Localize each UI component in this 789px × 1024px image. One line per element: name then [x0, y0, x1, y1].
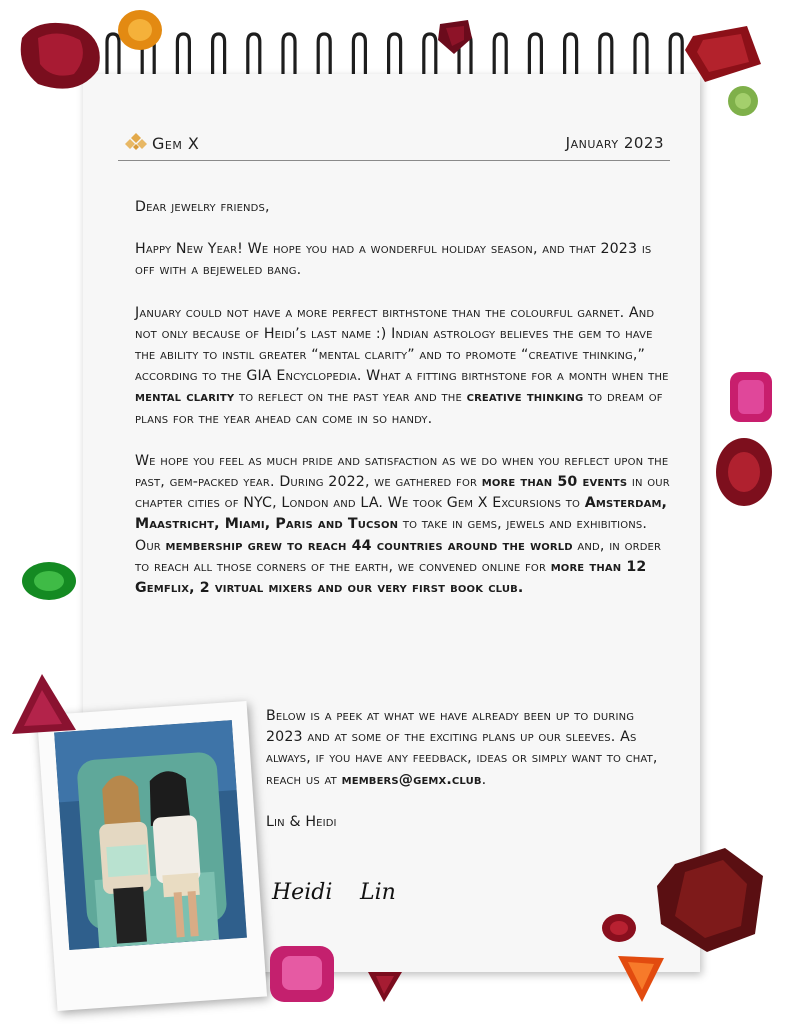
letter-body: [135, 197, 670, 620]
paragraph-birthstone: January could not have a more perfect birthstone than the colourful garnet. And not only because of Heidi’s last name :) Indian astrology believes the gem to have the ability to instil greater “mental clarity” and to promote “creative thinking,” according to the GIA Encyclopedia. What a fitting birthstone for a month when the mental clarity to reflect on the past year and the creative thinking to dream of plans for the year ahead can come in so handy.: [135, 304, 669, 427]
green-oval-gem-icon: [20, 560, 78, 602]
orange-round-gem-icon: [116, 8, 164, 52]
letter-date: January 2023: [565, 134, 664, 152]
garnet-trillion-small-gem-icon: [366, 968, 404, 1004]
diamond-cluster-icon: [124, 132, 148, 152]
letter-header: [118, 128, 670, 161]
signature-lin: Lin: [360, 880, 396, 905]
pink-cushion-gem-icon: [268, 944, 336, 1004]
dark-garnet-gem-icon: [436, 18, 474, 56]
pink-cushion-gem-icon: [728, 370, 774, 424]
signoff: Lin & Heidi: [266, 813, 337, 830]
rough-garnet-gem-icon: [655, 846, 767, 954]
red-emerald-cut-gem-icon: [683, 24, 763, 84]
signature-heidi: Heidi: [272, 880, 333, 905]
brand-name: Gem X: [152, 134, 200, 153]
letter-closing: [266, 706, 671, 854]
polaroid-photo: [37, 701, 267, 1011]
garnet-pear-gem-icon: [18, 18, 106, 94]
email-link[interactable]: members@gemx.club: [341, 771, 482, 788]
greeting: Dear jewelry friends,: [135, 199, 270, 215]
orange-trillion-gem-icon: [612, 952, 668, 1006]
garnet-trillion-gem-icon: [8, 672, 78, 738]
paragraph-year-review: We hope you feel as much pride and satisfaction as we do when you reflect upon the past, gem-packed year. During 2022, we gathered for more than 50 events in our chapter cities of NYC, London and LA. We took Gem X Excursions to Amsterdam, Maastricht, Miami, Paris and Tucson to take in gems, jewels and exhibitions. Our membership grew to reach 44 countries around the world and, in order to reach all those corners of the earth, we convened online for more than 12 Gemflix, 2 virtual mixers and our very first book club.: [135, 452, 670, 597]
small-garnet-oval-gem-icon: [600, 912, 638, 944]
paragraph-peek: Below is a peek at what we have already been up to during 2023 and at some of the exciting plans up our sleeves. As always, if you have any feedback, ideas or simply want to chat, reach us at members@gemx.club.: [266, 708, 658, 788]
paragraph-new-year: Happy New Year! We hope you had a wonderful holiday season, and that 2023 is off with a bejeweled bang.: [135, 241, 652, 279]
photo-lin-and-heidi: [54, 720, 247, 950]
green-round-gem-icon: [726, 84, 760, 118]
garnet-oval-gem-icon: [714, 436, 774, 508]
